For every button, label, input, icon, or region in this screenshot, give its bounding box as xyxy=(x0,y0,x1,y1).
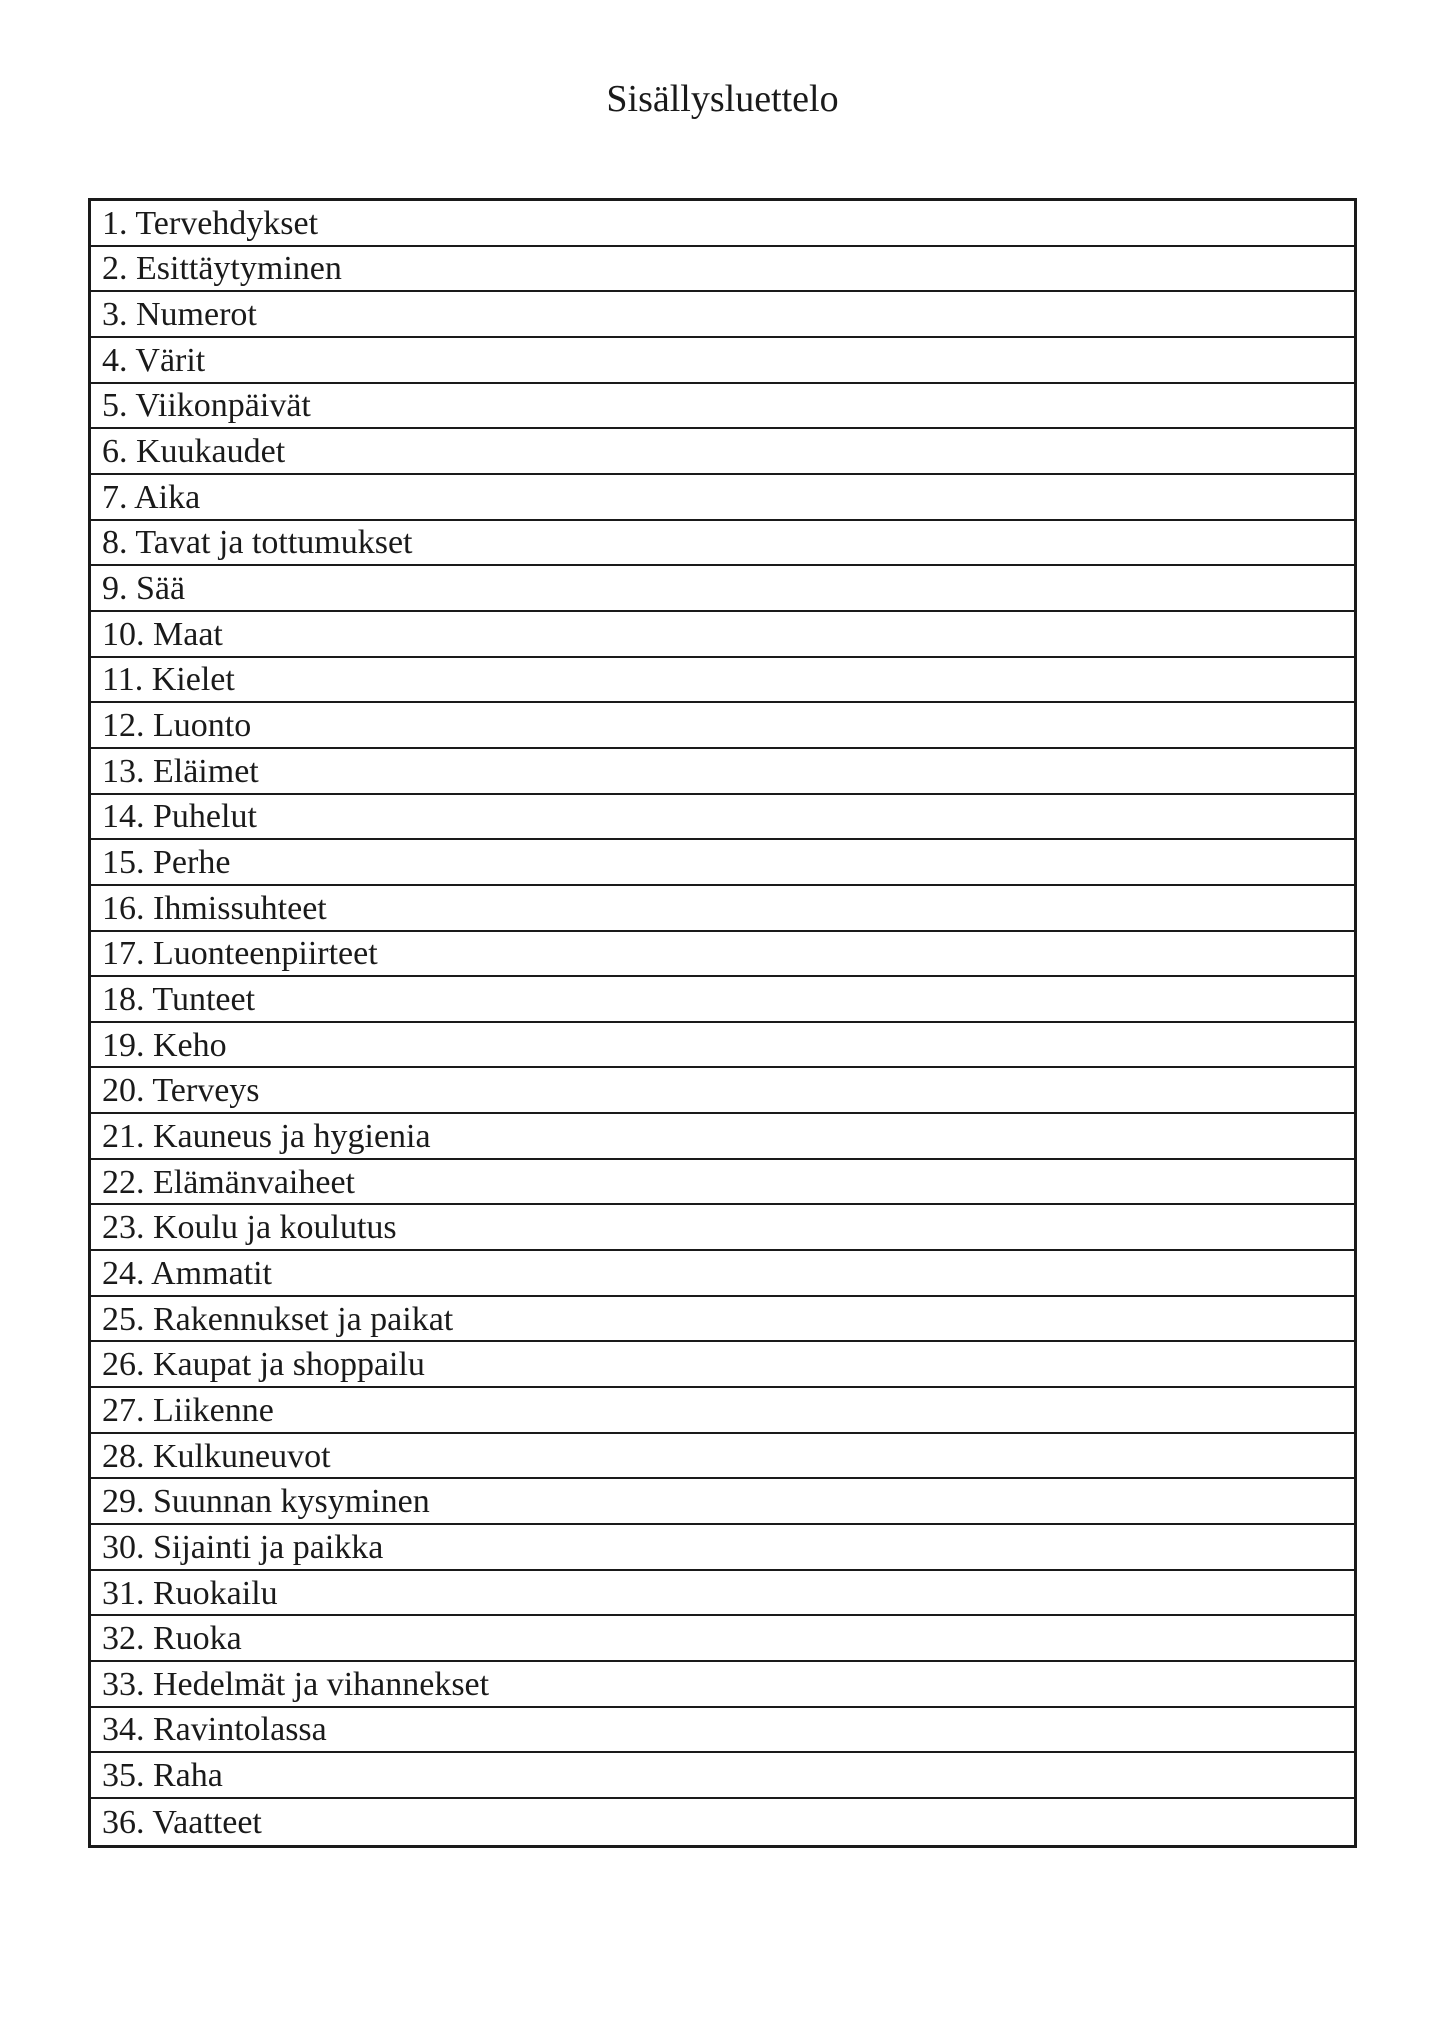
toc-row xyxy=(91,1342,1354,1388)
toc-item-label: 15. Perhe xyxy=(102,844,231,882)
toc-item-label: 4. Värit xyxy=(102,341,206,379)
toc-row xyxy=(91,1114,1354,1160)
toc-item-label: 20. Terveys xyxy=(102,1072,260,1110)
toc-table xyxy=(88,198,1357,1848)
toc-item-label: 30. Sijainti ja paikka xyxy=(102,1528,384,1566)
toc-item-label: 19. Keho xyxy=(102,1026,227,1064)
toc-row xyxy=(91,1708,1354,1754)
toc-item-label: 28. Kulkuneuvot xyxy=(102,1437,331,1475)
toc-item-label: 23. Koulu ja koulutus xyxy=(102,1209,397,1247)
toc-item-label: 5. Viikonpäivät xyxy=(102,387,311,425)
toc-item-label: 32. Ruoka xyxy=(102,1620,242,1658)
toc-row xyxy=(91,201,1354,247)
document-page xyxy=(0,80,1445,2043)
toc-item-label: 10. Maat xyxy=(102,615,223,653)
toc-item-label: 22. Elämänvaiheet xyxy=(102,1163,356,1201)
page-title: Sisällysluettelo xyxy=(606,78,839,120)
toc-item-label: 26. Kaupat ja shoppailu xyxy=(102,1346,425,1384)
toc-row xyxy=(91,749,1354,795)
toc-row xyxy=(91,566,1354,612)
toc-item-label: 21. Kauneus ja hygienia xyxy=(102,1117,431,1155)
toc-item-label: 14. Puhelut xyxy=(102,798,257,836)
toc-row xyxy=(91,886,1354,932)
toc-row xyxy=(91,475,1354,521)
toc-item-label: 25. Rakennukset ja paikat xyxy=(102,1300,454,1338)
toc-item-label: 27. Liikenne xyxy=(102,1391,274,1429)
toc-row xyxy=(91,840,1354,886)
toc-item-label: 29. Suunnan kysyminen xyxy=(102,1483,430,1521)
toc-item-label: 6. Kuukaudet xyxy=(102,433,286,471)
toc-item-label: 33. Hedelmät ja vihannekset xyxy=(102,1665,490,1703)
toc-row xyxy=(91,703,1354,749)
toc-item-label: 17. Luonteenpiirteet xyxy=(102,935,378,973)
toc-row xyxy=(91,247,1354,293)
toc-item-label: 9. Sää xyxy=(102,570,186,608)
toc-item-label: 16. Ihmissuhteet xyxy=(102,889,327,927)
toc-row xyxy=(91,1616,1354,1662)
toc-row xyxy=(91,1753,1354,1799)
toc-item-label: 8. Tavat ja tottumukset xyxy=(102,524,413,562)
toc-row xyxy=(91,1068,1354,1114)
toc-row xyxy=(91,1434,1354,1480)
toc-row xyxy=(91,338,1354,384)
toc-row xyxy=(91,384,1354,430)
toc-item-label: 34. Ravintolassa xyxy=(102,1711,327,1749)
toc-row xyxy=(91,795,1354,841)
toc-row xyxy=(91,932,1354,978)
toc-row xyxy=(91,658,1354,704)
toc-item-label: 18. Tunteet xyxy=(102,980,256,1018)
toc-item-label: 36. Vaatteet xyxy=(102,1803,262,1841)
toc-item-label: 3. Numerot xyxy=(102,296,257,334)
toc-row xyxy=(91,1799,1354,1845)
toc-row xyxy=(91,1479,1354,1525)
toc-row xyxy=(91,612,1354,658)
toc-row xyxy=(91,1388,1354,1434)
toc-row xyxy=(91,1160,1354,1206)
toc-row xyxy=(91,521,1354,567)
toc-row xyxy=(91,1297,1354,1343)
toc-row xyxy=(91,977,1354,1023)
toc-item-label: 12. Luonto xyxy=(102,707,252,745)
toc-item-label: 11. Kielet xyxy=(102,661,235,699)
toc-row xyxy=(91,1525,1354,1571)
toc-row xyxy=(91,1662,1354,1708)
toc-row xyxy=(91,1023,1354,1069)
toc-row xyxy=(91,292,1354,338)
toc-item-label: 1. Tervehdykset xyxy=(102,204,319,242)
toc-item-label: 7. Aika xyxy=(102,478,201,516)
toc-item-label: 35. Raha xyxy=(102,1757,223,1795)
toc-item-label: 31. Ruokailu xyxy=(102,1574,278,1612)
toc-row xyxy=(91,1205,1354,1251)
toc-row xyxy=(91,429,1354,475)
toc-item-label: 13. Eläimet xyxy=(102,752,259,790)
toc-row xyxy=(91,1571,1354,1617)
toc-row xyxy=(91,1251,1354,1297)
toc-item-label: 24. Ammatit xyxy=(102,1254,272,1292)
toc-item-label: 2. Esittäytyminen xyxy=(102,250,342,288)
